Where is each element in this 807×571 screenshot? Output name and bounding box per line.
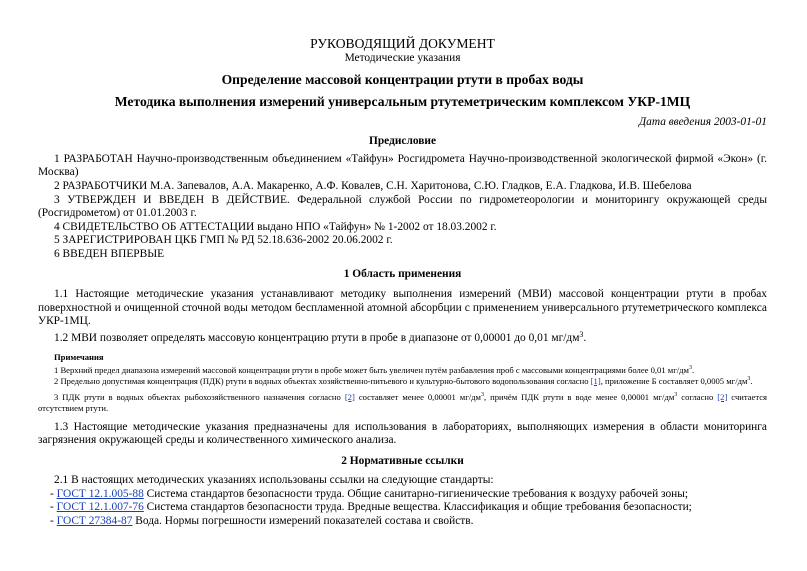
notes-heading: Примечания [54,351,104,362]
standard-ref-1: - ГОСТ 12.1.005-88 Система стандартов безопасности труда. Общие санитарно-гигиенические требования к воздуху рабочей зоны; [50,487,689,500]
note-1: 1 Верхний предел диапазона измерений массовой концентрации ртути в пробе может быть увеличен путём разбавления проб с массовыми концентрациями более 0,01 $мг/дм^3$. [54,364,695,375]
foreword-item-4: 4 СВИДЕТЕЛЬСТВО ОБ АТТЕСТАЦИИ выдано НПО «Тайфун» № 1-2002 от 18.03.2002 г. [54,220,497,233]
document-page [38,36,767,529]
foreword-item-2: 2 РАЗРАБОТЧИКИ М.А. Запевалов, А.А. Макаренко, А.Ф. Ковалев, С.Н. Харитонова, С.Ю. Гладков, Е.А. Гладкова, И.В. Шебелова [54,179,692,192]
note-2: 2 Предельно допустимая концентрация (ПДК) ртути в водных объектах хозяйственно-питьевого и культурно-бытового водопользования согласно [1], приложение Б составляет 0,0005 $мг/дм^3$. [54,375,753,386]
document-subtitle: Методические указания [344,52,461,64]
reference-link-2a[interactable]: [2] [344,391,355,402]
foreword-item-6: 6 ВВЕДЕН ВПЕРВЫЕ [54,247,165,260]
foreword-item-1: 1 РАЗРАБОТАН Научно-производственным объединением «Тайфун» Росгидромета Научно-производственной экологической фирмой «Экон» (г. Москва) [38,152,767,179]
standard-ref-3: - ГОСТ 27384-87 Вода. Нормы погрешности измерений показателей состава и свойств. [50,515,474,528]
section-2-intro: 2.1 В настоящих методических указаниях использованы ссылки на следующие стандарты: [54,474,494,487]
document-title: РУКОВОДЯЩИЙ ДОКУМЕНТ [310,36,495,51]
section-1-heading: 1 Область применения [343,267,462,280]
section-1-paragraph-3: 1.3 Настоящие методические указания предназначены для использования в лабораториях, выполняющих измерения в области мониторинга загрязнения окружающей среды и количественного химического анализа. [38,420,767,447]
standard-ref-2: - ГОСТ 12.1.007-76 Система стандартов безопасности труда. Вредные вещества. Классификация и общие требования безопасности; [50,501,692,514]
section-2-heading: 2 Нормативные ссылки [341,454,464,467]
method-title: Методика выполнения измерений универсальным ртутеметрическим комплексом УКР-1МЦ [114,93,691,109]
section-1-paragraph-2: 1.2 МВИ позволяет определять массовую концентрацию ртути в пробе в диапазоне от 0,00001 до 0,01 $мг/дм^3$. [54,329,587,344]
note-3: 3 ПДК ртути в водных объектах рыбохозяйственного назначения согласно [2] составляет менее 0,00001 $мг/дм^3$, причём ПДК ртути в воде менее 0,00001 $мг/дм^3$ согласно [2] считается отсутствием ртути. [38,391,767,413]
reference-link-2b[interactable]: [2] [717,391,728,402]
foreword-item-3: 3 УТВЕРЖДЕН И ВВЕДЕН В ДЕЙСТВИЕ. Федеральной службой России по гидрометеорологии и мониторингу окружающей среды (Росгидрометом) от 01.01.2003 г. [38,193,767,220]
foreword-heading: Предисловие [368,135,437,148]
document-main-title: Определение массовой концентрации ртути в пробах воды [221,71,584,87]
standard-link-gost-12-1-007[interactable]: ГОСТ 12.1.007-76 [56,501,144,514]
standard-link-gost-12-1-005[interactable]: ГОСТ 12.1.005-88 [56,487,144,500]
foreword-item-5: 5 ЗАРЕГИСТРИРОВАН ЦКБ ГМП № РД 52.18.636-2002 20.06.2002 г. [54,234,393,247]
section-1-paragraph-1: 1.1 Настоящие методические указания устанавливают методику выполнения измерений (МВИ) массовой концентрации ртути в пробах поверхностной и очищенной сточной воды методом беспламенной атомной абсорбции с применением универсального ртутеметрического комплекса УКР-1МЦ. [38,288,767,328]
date-introduced: Дата введения 2003-01-01 [638,115,767,128]
standard-link-gost-27384[interactable]: ГОСТ 27384-87 [56,515,133,528]
reference-link-1[interactable]: [1] [590,375,601,386]
